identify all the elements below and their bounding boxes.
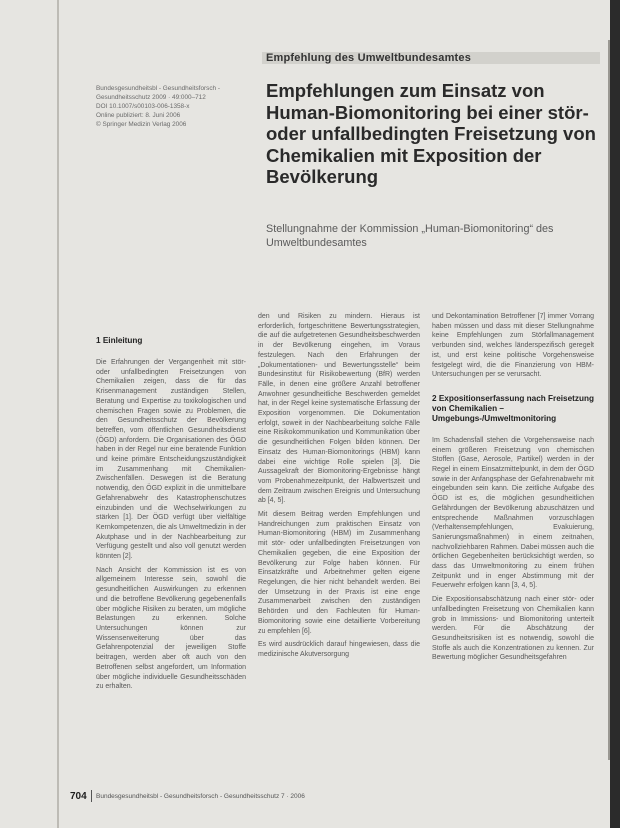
body-paragraph: Die Erfahrungen der Vergangenheit mit stör- oder unfallbedingten Freisetzungen von Chemikalien zeigen, dass die für das Krisenmanagement zuständigen Stellen, Beratung und Expertise zu toxikologischen und chemischen Fragen sowie zu Problemen, die den Gesundheitsschutz der Bevölkerung betreffen, vom öffentlichen Gesundheitsdienst (ÖGD) anfordern. Die Organisationen des ÖGD haben in der Regel nur eine beratende Funktion und keine primäre Entscheidungszuständigkeit im Zusammenhang mit Chemikalien-Zwischenfällen. Deswegen ist die Beratung notwendig, den ÖGD explizit in die unmittelbare Gefahrenabwehr des Katastrophenschutzes einzubinden und die Wechselwirkungen zu stärken [1]. Der ÖGD verfügt über vielfältige Kernkompetenzen, die als Umweltmedizin in der Akutphase und in der Nachbearbeitung zur Verfügung gestellt und also voll genutzt werden könnten [2]. [96,359,246,561]
article-subtitle: Stellungnahme der Kommission „Human-Biomonitoring“ des Umweltbundesamtes [266,223,554,249]
meta-line: Online publiziert: 8. Juni 2006 [96,112,181,119]
meta-line: © Springer Medizin Verlag 2006 [96,121,187,128]
section-heading-exposure: 2 Expositionserfassung nach Freisetzung von Chemikalien – Umgebungs-/Umweltmonitoring [432,393,594,423]
text-column-1 [96,336,246,696]
section-heading-introduction: 1 Einleitung [96,336,143,345]
column-rule [608,40,610,760]
article-title: Empfehlungen zum Einsatz von Human-Biomonitoring bei einer stör- oder unfallbedingten Freisetzung von Chemikalien mit Exposition der Bevölkerung [266,80,596,187]
text-column-2 [258,312,420,664]
text-column-3 [432,312,594,667]
body-paragraph: den und Risiken zu mindern. Hieraus ist erforderlich, fortgeschrittene Bewertungsstrategien, die auf die aufgetretenen Gesundheitsbeschwerden in der Bevölkerung eingehen, im Voraus festzulegen. Nach den Erfahrungen der „Dokumentationen- und Bewertungsstelle“ beim Bundesinstitut für Risikobewertung (BfR) werden Fälle, in denen eine größere Anzahl betroffener Anwohner gesundheitliche Beschwerden gemeldet hat, in der Regel keine systematische Erfassung der Exposition vorgenommen. Die Dokumentation erfolgt, soweit in der Nachbearbeitung solche Fälle eine Risikokommunikation und Kommunikation über die gesundheitlichen Folgen bilden können. Der Einsatz des Human-Biomonitorings (HBM) kann dabei eine wichtige Rolle spielen [3]. Die Aussagekraft der Biomonitoring-Ergebnisse hängt vom Probenahmezeitpunkt, der Halbwertszeit und dem Zeitraum zwischen Ereignis und Untersuchung ab [4, 5]. [258,313,420,505]
body-paragraph: Die Expositionsabschätzung nach einer stör- oder unfallbedingten Freisetzung von Chemikalien kann grob in Immissions- und Biomonitoring unterteilt werden. Für die Abschätzung der Gesundheitsrisiken ist es notwendig, sowohl die Stoffe als auch die Konzentrationen zu kennen. Zur Bewertung möglicher Gesundheitsgefahren [432,596,594,662]
publication-metadata [96,84,246,129]
body-paragraph: Mit diesem Beitrag werden Empfehlungen und Handreichungen zum praktischen Einsatz von Human-Biomonitoring (HBM) im Zusammenhang mit stör- oder unfallbedingten Freisetzungen von Chemikalien gegeben, die eine Exposition der Bevölkerung zur Folge haben können. Für Einsatzkräfte und Arbeitnehmer gelten eigene Regelungen, die hier nicht behandelt werden. Bei der Umsetzung in der Praxis ist eine enge Zusammenarbeit zwischen den zuständigen Behörden und den Fachleuten für Human-Biomonitoring sowie eine detaillierte Vorbereitung zu empfehlen [6]. [258,511,420,635]
meta-line: Gesundheitsschutz 2009 · 49:000–712 [96,94,206,101]
meta-line: DOI 10.1007/s00103-006-1358-x [96,103,190,110]
body-paragraph: Nach Ansicht der Kommission ist es von allgemeinem Interesse sein, sowohl die gesundheitlichen Auswirkungen zu erkennen und die betroffene Bevölkerung gegebenenfalls über mögliche Risiken zu beraten, um mögliche Belastungen zu erkennen. Solche Untersuchungen können zur Wissenserweiterung über das Gefahrenpotenzial der jeweiligen Stoffe beitragen, werden aber oft auch von den Betroffenen selbst angefordert, um Information über mögliche individuelle Gesundheitsschäden zu erhalten. [96,566,246,691]
body-paragraph: und Dekontamination Betroffener [7] immer Vorrang haben müssen und dass mit dieser Stellungnahme keine Empfehlungen zum Störfallmanagement verbunden sind, welches länderspezifisch geregelt ist, und erst keine politische Vorgehensweise festgelegt wird, die die Finanzierung von HBM-Untersuchungen per se verursacht. [432,313,594,379]
footer-citation: Bundesgesundheitsbl - Gesundheitsforsch - Gesundheitsschutz 7 · 2006 [96,793,305,800]
body-paragraph: Im Schadensfall stehen die Vorgehensweise nach einem größeren Freisetzung von chemischen Stoffen (Gase, Aerosole, Partikel) werden in der Regel in einem Einsatzmittelpunkt, in dem der ÖGD sowie in der Anfangsphase der Gefahrenabwehr mit eingebunden sein kann. Die zeitliche Aufgabe des ÖGD ist es, die möglichen gesundheitlichen Gefährdungen der Bevölkerung abzuschätzen und entsprechende Maßnahmen vorzuschlagen (Verhaltensempfehlungen, Evakuierung, Sanierungsmaßnahmen) in einem zeitnahen, nachvollziehbaren Rahmen. Dabei müssen auch die örtlichen Gegebenheiten berücksichtigt werden, so dass das Umweltmonitoring zu einem frühen Zeitpunkt und in enger Abstimmung mit der Feuerwehr erfolgen kann [3, 4, 5]. [432,436,594,590]
footer-divider [91,790,92,802]
section-header: Empfehlung des Umweltbundesamtes [266,52,472,64]
page-number: 704 [70,791,87,802]
margin-line [57,0,59,828]
scan-edge [610,0,620,828]
meta-line: Bundesgesundheitsbl - Gesundheitsforsch - [96,85,220,92]
body-paragraph: Es wird ausdrücklich darauf hingewiesen, dass die medizinische Akutversorgung [258,641,420,658]
